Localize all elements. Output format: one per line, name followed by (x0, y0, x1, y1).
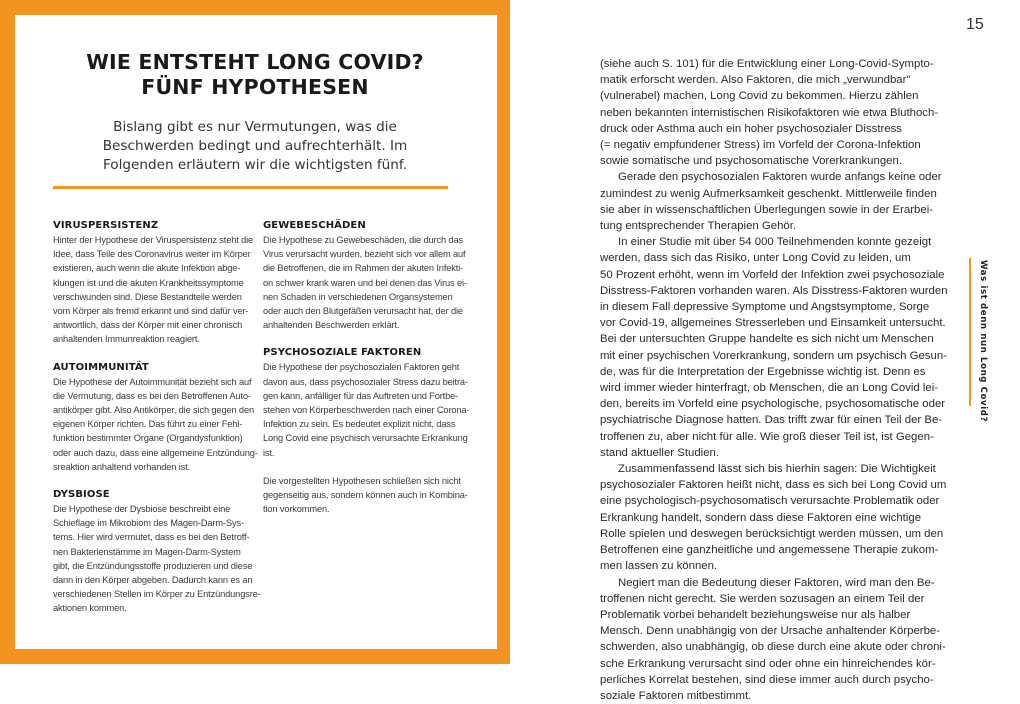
text-line: men lassen zu können. (600, 558, 950, 574)
page-number: 15 (966, 16, 984, 34)
text-line: die Betroffenen, die im Rahmen der akuten Infekti- (263, 261, 463, 275)
text-line: oder auch den Blutgefäßen verursacht hat, der die (263, 304, 463, 318)
text-line: Mensch. Denn unabhängig von der Ursache anhaltender Körperbe- (600, 623, 950, 639)
text-line: tion vorkommen. (263, 502, 463, 516)
text-line: 50 Prozent erhöht, wenn im Vorfeld der Infektion zwei psychosoziale (600, 267, 950, 283)
text-line: eigenen Körper richten. Das führt zu einer Fehl- (53, 417, 253, 431)
text-line: Zusammenfassend lässt sich bis hierhin sagen: Die Wichtigkeit (600, 461, 950, 477)
text-line: Gerade den psychosozialen Faktoren wurde anfangs keine oder (600, 169, 950, 185)
side-label-text: Was ist denn nun Long Covid? (978, 260, 988, 422)
section-heading-psychosozial: PSYCHOSOZIALE FAKTOREN (263, 346, 463, 360)
text-line: perliches Korrelat bestehen, sind diese immer auch durch psycho- (600, 672, 950, 688)
text-line: Idee, dass Teile des Coronavirus weiter im Körper (53, 247, 253, 261)
side-label (976, 260, 990, 406)
text-line: sowie somatische und psychosomatische Vorerkrankungen. (600, 153, 950, 169)
text-line: funktion bestimmter Organe (Organdysfunktion) (53, 431, 253, 445)
text-line: werden, dass sich das Risiko, unter Long Covid zu leiden, um (600, 250, 950, 266)
side-label-bar (969, 258, 971, 406)
text-line: Die vorgestellten Hypothesen schließen sich nicht (263, 474, 463, 488)
text-line: verschiedenen Stellen im Körper zu Entzündungsre- (53, 587, 253, 601)
text-line: Die Hypothese zu Gewebeschäden, die durch das (263, 233, 463, 247)
text-line: Long Covid eine psychisch verursachte Erkrankung (263, 431, 463, 445)
text-line: davon aus, dass psychosozialer Stress dazu beitra- (263, 375, 463, 389)
paragraph (600, 575, 950, 704)
text-line: tung entsprechender Therapien Gehör. (600, 218, 950, 234)
text-line: Die Hypothese der psychosozialen Faktoren geht (263, 360, 463, 374)
right-column (263, 219, 463, 516)
text-line: sie aber in wissenschaftlichen Überlegungen sowie in der Erarbei- (600, 202, 950, 218)
text-line: psychiatrische Diagnose hatten. Das trifft zwar für einen Teil der Be- (600, 412, 950, 428)
text-line: oder auch dazu, dass eine allgemeine Entzündung- (53, 446, 253, 460)
text-line: sreaktion anhaltend vorhanden ist. (53, 460, 253, 474)
text-line: gegenseitig aus, sondern können auch in Kombina- (263, 488, 463, 502)
text-line: sche Erkrankung verursacht sind oder ohne ein hinreichendes kör- (600, 656, 950, 672)
text-line: Rolle spielen und deswegen berücksichtigt werden müssen, um den (600, 526, 950, 542)
text-line: tems. Hier wird vermutet, dass es bei den Betroff- (53, 530, 253, 544)
body-text (600, 56, 950, 704)
text-line: aktionen kommen. (53, 601, 253, 615)
closing-note (263, 474, 463, 517)
text-line: die Vermutung, dass es bei den Betroffenen Auto- (53, 389, 253, 403)
text-line: anhaltenden Beschwerden erklärt. (263, 318, 463, 332)
text-line: antikörper gibt. Also Antikörper, die sich gegen den (53, 403, 253, 417)
text-line: gibt, die Entzündungsstoffe produzieren und diese (53, 559, 253, 573)
text-line: vom Körper als fremd erkannt und sind dafür ver- (53, 304, 253, 318)
paragraph (600, 234, 950, 461)
paragraph (600, 169, 950, 234)
text-line: soziale Faktoren mitbestimmt. (600, 688, 950, 704)
lead-line: Bislang gibt es nur Vermutungen, was die (90, 118, 420, 137)
section-heading-viruspersistenz: VIRUSPERSISTENZ (53, 219, 253, 233)
text-line: nen Schaden in verschiedenen Organsystemen (263, 290, 463, 304)
page-title (40, 50, 470, 100)
text-line: antwortlich, dass der Körper mit einer chronisch (53, 318, 253, 332)
text-line: Die Hypothese der Dysbiose beschreibt eine (53, 502, 253, 516)
section-heading-autoimmunitaet: AUTOIMMUNITÄT (53, 361, 253, 375)
text-line: Erkrankung handelt, sondern dass diese Faktoren eine wichtige (600, 510, 950, 526)
text-line: Disstress-Faktoren vorhanden waren. Als Disstress-Faktoren wurden (600, 283, 950, 299)
title-line: WIE ENTSTEHT LONG COVID? (40, 50, 470, 75)
text-line: (siehe auch S. 101) für die Entwicklung einer Long-Covid-Sympto- (600, 56, 950, 72)
text-line: In einer Studie mit über 54 000 Teilnehmenden konnte gezeigt (600, 234, 950, 250)
section-heading-dysbiose: DYSBIOSE (53, 488, 253, 502)
text-line: neben bekannten internistischen Risikofaktoren wie etwa Bluthoch- (600, 105, 950, 121)
paragraph (600, 461, 950, 574)
orange-divider (53, 186, 448, 189)
section-body-gewebeschaeden (263, 233, 463, 332)
text-line: verschwunden sind. Diese Bestandteile werden (53, 290, 253, 304)
text-line: (= negativ empfundener Stress) im Vorfeld der Corona-Infektion (600, 137, 950, 153)
section-body-viruspersistenz (53, 233, 253, 347)
text-line: zumindest zu wenig Aufmerksamkeit geschenkt. Mittlerweile finden (600, 186, 950, 202)
text-line: de, was für die Interpretation der Ergebnisse wichtig ist. Denn es (600, 364, 950, 380)
text-line: Infektion zu sein. Es bedeutet explizit nicht, dass (263, 417, 463, 431)
text-line: ist. (263, 446, 463, 460)
text-line: Betroffenen eine ganzheitliche und angemessene Therapie zukom- (600, 542, 950, 558)
left-column (53, 219, 253, 616)
text-line: existieren, auch wenn die akute Infektion abge- (53, 261, 253, 275)
paragraph (600, 56, 950, 169)
title-line: FÜNF HYPOTHESEN (40, 75, 470, 100)
text-line: on schwer krank waren und bei denen das Virus ei- (263, 276, 463, 290)
text-line: gen kann, anfälliger für das Auftreten und Fortbe- (263, 389, 463, 403)
lead-line: Beschwerden bedingt und aufrechterhält. Im (90, 137, 420, 156)
text-line: Hinter der Hypothese der Viruspersistenz steht die (53, 233, 253, 247)
text-line: stehen von Körperbeschwerden nach einer Corona- (263, 403, 463, 417)
text-line: Problematik vorbei behandelt beziehungsweise nur als halber (600, 607, 950, 623)
text-line: nen Bakterienstämme im Magen-Darm-System (53, 545, 253, 559)
text-line: psychosozialer Faktoren heißt nicht, dass es sich bei Long Covid um (600, 477, 950, 493)
text-line: Die Hypothese der Autoimmunität bezieht sich auf (53, 375, 253, 389)
text-line: schwerden, also unabhängig, ob diese durch eine akute oder chroni- (600, 639, 950, 655)
text-line: stand aktueller Studien. (600, 445, 950, 461)
section-heading-gewebeschaeden: GEWEBESCHÄDEN (263, 219, 463, 233)
text-line: eine psychologisch-psychosomatisch verursachte Problematik oder (600, 493, 950, 509)
text-line: druck oder Asthma auch ein hoher psychosozialer Disstress (600, 121, 950, 137)
text-line: (vulnerabel) machen, Long Covid zu bekommen. Hierzu zählen (600, 88, 950, 104)
text-line: matik erforscht werden. Also Faktoren, die mich „verwundbar" (600, 72, 950, 88)
text-line: anhaltenden Immunreaktion reagiert. (53, 332, 253, 346)
text-line: troffenen nicht gerecht. Sie werden sozusagen an einem Teil der (600, 591, 950, 607)
text-line: dann in den Körper abgeben. Dadurch kann es an (53, 573, 253, 587)
text-line: Schieflage im Mikrobiom des Magen-Darm-Sys- (53, 516, 253, 530)
text-line: troffenen zu, aber nicht für alle. Wie groß dieser Teil ist, ist Gegen- (600, 429, 950, 445)
text-line: vor Covid-19, allgemeines Stresserleben und Einsamkeit untersucht. (600, 315, 950, 331)
text-line: wird immer wieder hinterfragt, ob Menschen, die an Long Covid lei- (600, 380, 950, 396)
lead-line: Folgenden erläutern wir die wichtigsten fünf. (90, 156, 420, 175)
text-line: Bei der untersuchten Gruppe handelte es sich nicht um Menschen (600, 331, 950, 347)
lead-text (90, 118, 420, 175)
text-line: Negiert man die Bedeutung dieser Faktoren, wird man den Be- (600, 575, 950, 591)
text-line: klungen ist und die akuten Krankheitssymptome (53, 276, 253, 290)
text-line: den, bereits im Vorfeld eine psychologische, psychosomatische oder (600, 396, 950, 412)
section-body-autoimmunitaet (53, 375, 253, 474)
section-body-psychosozial (263, 360, 463, 459)
section-body-dysbiose (53, 502, 253, 616)
text-line: mit einer psychischen Vorerkrankung, sondern um psychisch Gesun- (600, 348, 950, 364)
text-line: Virus verursacht wurden, bezieht sich vor allem auf (263, 247, 463, 261)
text-line: in diesem Fall depressive Symptome und Angstsymptome, Sorge (600, 299, 950, 315)
